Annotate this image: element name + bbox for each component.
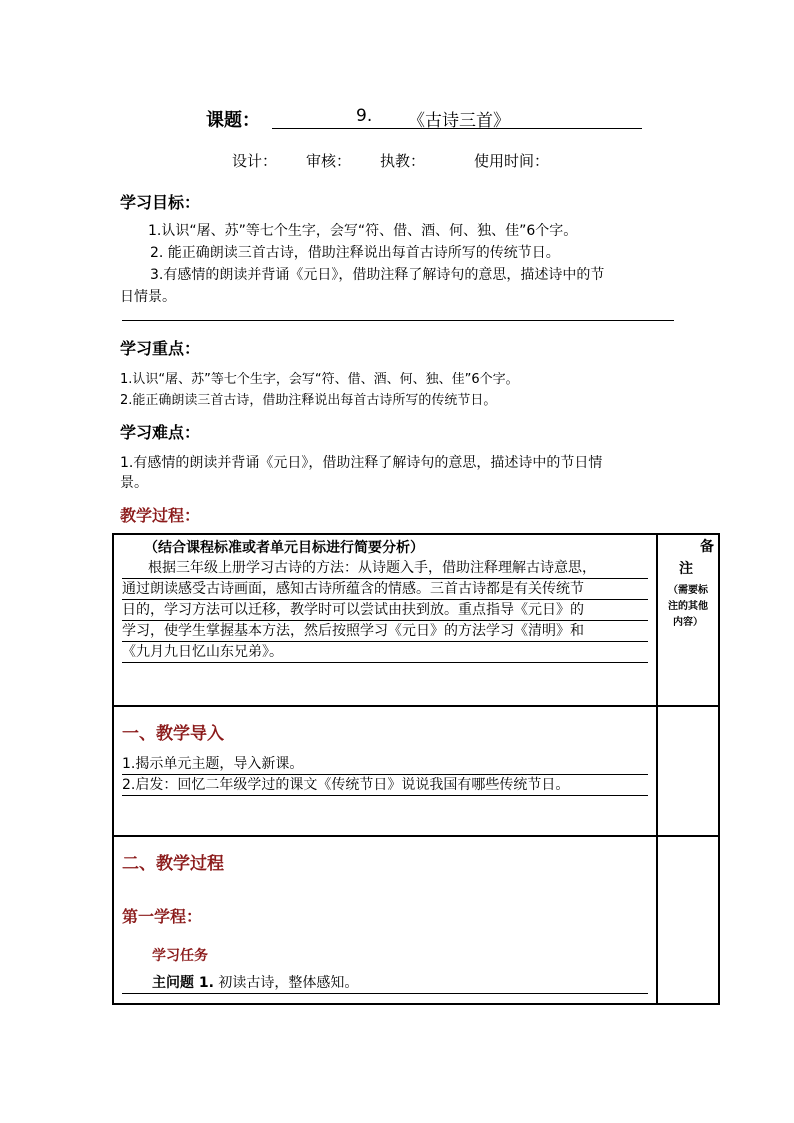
lesson-number: 9. <box>356 106 373 126</box>
process-heading: 教学过程： <box>120 506 201 525</box>
analysis-title: （结合课程标准或者单元目标进行简要分析） <box>144 540 424 556</box>
lesson-table <box>112 533 720 1005</box>
analysis-line: 日的，学习方法可以迁移，教学时可以尝试由扶到放。重点指导《元日》的 <box>122 600 648 621</box>
note-cell <box>657 534 719 706</box>
keypoint-item: 1.认识“屠、苏”等七个生字，会写“符、借、酒、何、独、佳”6个字。 <box>120 372 519 387</box>
note-hint: 注的其他 <box>668 601 708 612</box>
process-section-heading: 二、教学过程 <box>122 854 224 874</box>
difficulty-item: 1.有感情的朗读并背诵《元日》，借助注释了解诗句的意思，描述诗中的节日情 <box>120 455 603 471</box>
note-hint: 内容） <box>673 617 703 628</box>
analysis-line: 通过朗读感受古诗画面，感知古诗所蕴含的情感。三首古诗都是有关传统节 <box>122 579 648 600</box>
keypoint-item: 2.能正确朗读三首古诗，借助注释说出每首古诗所写的传统节日。 <box>120 393 497 408</box>
lesson-name: 《古诗三首》 <box>408 111 510 131</box>
difficulty-item: 景。 <box>120 475 148 491</box>
analysis-line: 学习，使学生掌握基本方法，然后按照学习《元日》的方法学习《清明》和 <box>122 621 648 642</box>
difficulties-heading: 学习难点： <box>120 423 201 442</box>
objective-item: 2. 能正确朗读三首古诗，借助注释说出每首古诗所写的传统节日。 <box>150 245 560 261</box>
objective-item: 1.认识“屠、苏”等七个生字，会写“符、借、酒、何、独、佳”6个字。 <box>148 223 578 239</box>
objective-item: 3.有感情的朗读并背诵《元日》，借助注释了解诗句的意思，描述诗中的节 <box>150 267 605 283</box>
analysis-line: 《九月九日忆山东兄弟》。 <box>122 642 648 663</box>
meta-teach: 执教： <box>380 152 426 170</box>
question-text: 初读古诗，整体感知。 <box>218 975 359 991</box>
intro-heading: 一、教学导入 <box>122 724 224 744</box>
note-label: 备 <box>700 539 714 555</box>
title-line <box>272 106 642 129</box>
intro-item: 1.揭示单元主题，导入新课。 <box>122 754 648 775</box>
note-cell-empty <box>657 706 719 836</box>
objective-item: 日情景。 <box>120 289 176 305</box>
process-cell <box>113 836 657 1004</box>
divider <box>122 320 674 321</box>
note-hint: （需要标 <box>668 585 708 596</box>
note-cell-empty <box>657 836 719 1004</box>
question-label: 主问题 1. <box>152 975 214 991</box>
note-label: 注 <box>679 561 693 577</box>
keypoints-heading: 学习重点： <box>120 339 201 358</box>
intro-item: 2.启发：回忆二年级学过的课文《传统节日》说说我国有哪些传统节日。 <box>122 775 648 796</box>
meta-design: 设计： <box>232 152 278 170</box>
task-heading: 学习任务 <box>152 948 208 964</box>
objectives-heading: 学习目标： <box>120 193 201 212</box>
title-label: 课题： <box>206 110 260 131</box>
stage-heading: 第一学程： <box>122 907 203 926</box>
analysis-line: 根据三年级上册学习古诗的方法：从诗题入手，借助注释理解古诗意思， <box>122 558 648 579</box>
analysis-cell <box>113 534 657 706</box>
meta-time: 使用时间： <box>474 152 550 170</box>
intro-cell <box>113 706 657 836</box>
meta-review: 审核： <box>306 152 352 170</box>
